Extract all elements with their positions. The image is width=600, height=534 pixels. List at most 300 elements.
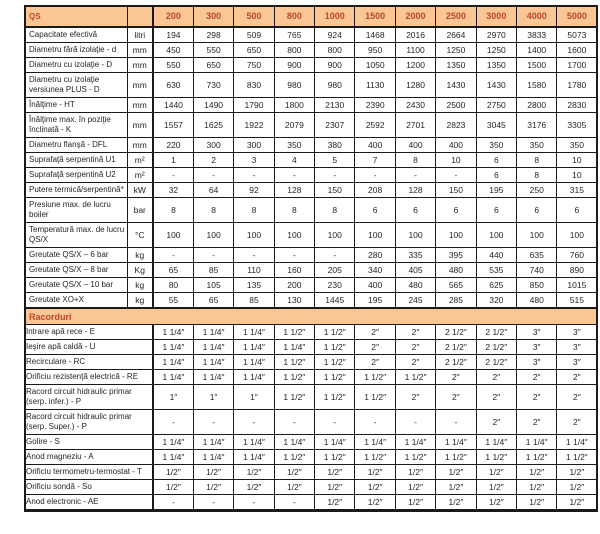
value-cell: 150	[436, 183, 476, 198]
value-cell: 550	[193, 43, 233, 58]
table-row	[25, 293, 597, 309]
value-cell: 280	[355, 248, 395, 263]
connection-row-label: Intrare apă rece - E	[25, 325, 153, 340]
value-cell: 8	[315, 198, 355, 223]
connection-row-label: Racord circuit hidraulic primar (serp. infer.) - P	[25, 385, 153, 410]
value-cell: 350	[476, 138, 516, 153]
value-cell: 5073	[557, 27, 597, 43]
spec-row-label: Diametru flanşă - DFL	[25, 138, 127, 153]
value-cell: 2″	[557, 410, 597, 435]
column-header-300: 300	[193, 6, 233, 27]
value-cell: 1430	[476, 73, 516, 98]
value-cell: 625	[476, 278, 516, 293]
value-cell: -	[436, 168, 476, 183]
value-cell: 285	[436, 293, 476, 309]
unit-cell: mm	[127, 58, 153, 73]
value-cell: 1 1/4″	[476, 435, 516, 450]
column-header-1000: 1000	[315, 6, 355, 27]
value-cell: 92	[234, 183, 274, 198]
value-cell: 1 1/2″	[517, 450, 557, 465]
value-cell: -	[153, 248, 193, 263]
unit-cell: m²	[127, 153, 153, 168]
value-cell: 800	[274, 43, 314, 58]
value-cell: 1/2″	[436, 495, 476, 511]
value-cell: -	[193, 168, 233, 183]
value-cell: 2″	[517, 370, 557, 385]
value-cell: 80	[153, 278, 193, 293]
value-cell: 8	[395, 153, 435, 168]
value-cell: 2800	[517, 98, 557, 113]
value-cell: 1 1/2″	[476, 450, 516, 465]
value-cell: 1/2″	[355, 495, 395, 511]
value-cell: -	[234, 410, 274, 435]
value-cell: 1 1/4″	[153, 435, 193, 450]
value-cell: 1/2″	[153, 465, 193, 480]
value-cell: 1″	[193, 385, 233, 410]
section-row-racorduri	[25, 308, 597, 325]
value-cell: 195	[355, 293, 395, 309]
value-cell: 150	[315, 183, 355, 198]
value-cell: 1 1/2″	[315, 325, 355, 340]
value-cell: 1 1/2″	[315, 450, 355, 465]
value-cell: 1 1/2″	[355, 385, 395, 410]
value-cell: 1/2″	[193, 465, 233, 480]
value-cell: 509	[234, 27, 274, 43]
value-cell: 650	[234, 43, 274, 58]
value-cell: 1 1/2″	[355, 450, 395, 465]
unit-cell: kW	[127, 183, 153, 198]
value-cell: 8	[517, 153, 557, 168]
value-cell: 100	[234, 223, 274, 248]
table-row	[25, 325, 597, 340]
value-cell: 950	[355, 43, 395, 58]
table-row	[25, 223, 597, 248]
spec-row-label: Greutate QS/X – 8 bar	[25, 263, 127, 278]
value-cell: 1 1/4″	[234, 450, 274, 465]
value-cell: 1 1/2″	[315, 340, 355, 355]
value-cell: 535	[476, 263, 516, 278]
value-cell: -	[153, 168, 193, 183]
value-cell: 3	[234, 153, 274, 168]
value-cell: 1557	[153, 113, 193, 138]
table-row	[25, 278, 597, 293]
value-cell: 850	[517, 278, 557, 293]
value-cell: 250	[517, 183, 557, 198]
value-cell: 800	[315, 43, 355, 58]
table-row	[25, 98, 597, 113]
value-cell: 195	[476, 183, 516, 198]
value-cell: 1 1/2″	[315, 370, 355, 385]
value-cell: -	[153, 410, 193, 435]
table-row	[25, 495, 597, 511]
value-cell: 100	[436, 223, 476, 248]
connection-row-label: Recirculare - RC	[25, 355, 153, 370]
value-cell: 1/2″	[355, 480, 395, 495]
value-cell: 230	[315, 278, 355, 293]
spec-row-label: Greutate XO+X	[25, 293, 127, 309]
table-title-cell: QS	[25, 6, 127, 27]
value-cell: 1 1/4″	[193, 450, 233, 465]
value-cell: 2664	[436, 27, 476, 43]
value-cell: 1015	[557, 278, 597, 293]
unit-cell: kg	[127, 293, 153, 309]
value-cell: 205	[315, 263, 355, 278]
column-header-1500: 1500	[355, 6, 395, 27]
value-cell: 1 1/2″	[395, 370, 435, 385]
table-row	[25, 480, 597, 495]
value-cell: 1 1/4″	[517, 435, 557, 450]
value-cell: 8	[274, 198, 314, 223]
value-cell: 630	[153, 73, 193, 98]
value-cell: 1/2″	[476, 480, 516, 495]
value-cell: 2823	[436, 113, 476, 138]
unit-cell: kg	[127, 248, 153, 263]
value-cell: 220	[153, 138, 193, 153]
value-cell: 3″	[557, 355, 597, 370]
value-cell: 1500	[517, 58, 557, 73]
spec-row-label: Suprafaţă serpentină U2	[25, 168, 127, 183]
value-cell: 6	[476, 153, 516, 168]
value-cell: 2 1/2″	[436, 325, 476, 340]
value-cell: 400	[355, 138, 395, 153]
value-cell: 565	[436, 278, 476, 293]
value-cell: -	[355, 168, 395, 183]
value-cell: 1 1/4″	[193, 325, 233, 340]
spec-row-label: Presiune max. de lucru boiler	[25, 198, 127, 223]
value-cell: 2″	[436, 370, 476, 385]
value-cell: 1790	[234, 98, 274, 113]
value-cell: 105	[193, 278, 233, 293]
value-cell: -	[274, 248, 314, 263]
value-cell: 10	[436, 153, 476, 168]
value-cell: 100	[153, 223, 193, 248]
value-cell: 100	[315, 223, 355, 248]
value-cell: -	[355, 410, 395, 435]
value-cell: 480	[517, 293, 557, 309]
value-cell: 1 1/2″	[557, 450, 597, 465]
value-cell: 1 1/2″	[315, 355, 355, 370]
value-cell: 3″	[557, 340, 597, 355]
value-cell: 980	[315, 73, 355, 98]
value-cell: 2430	[395, 98, 435, 113]
column-header-800: 800	[274, 6, 314, 27]
value-cell: 1 1/4″	[395, 435, 435, 450]
value-cell: 1/2″	[315, 480, 355, 495]
value-cell: 32	[153, 183, 193, 198]
unit-header-cell	[127, 6, 153, 27]
value-cell: 1/2″	[395, 480, 435, 495]
value-cell: 1 1/2″	[315, 385, 355, 410]
table-row	[25, 168, 597, 183]
value-cell: 1 1/4″	[557, 435, 597, 450]
value-cell: 1280	[395, 73, 435, 98]
value-cell: 3176	[517, 113, 557, 138]
table-row	[25, 248, 597, 263]
value-cell: 924	[315, 27, 355, 43]
value-cell: -	[153, 495, 193, 511]
value-cell: 1/2″	[517, 480, 557, 495]
connection-row-label: Orificiu sondă - So	[25, 480, 153, 495]
value-cell: 2″	[517, 410, 557, 435]
value-cell: 8	[153, 198, 193, 223]
table-row	[25, 370, 597, 385]
value-cell: 440	[476, 248, 516, 263]
value-cell: 2″	[517, 385, 557, 410]
value-cell: -	[193, 410, 233, 435]
value-cell: 1″	[234, 385, 274, 410]
table-row	[25, 340, 597, 355]
value-cell: 1 1/4″	[153, 450, 193, 465]
value-cell: 200	[274, 278, 314, 293]
value-cell: 10	[557, 153, 597, 168]
value-cell: 2″	[395, 325, 435, 340]
value-cell: 1/2″	[517, 495, 557, 511]
value-cell: 8	[193, 198, 233, 223]
value-cell: 4	[274, 153, 314, 168]
value-cell: 1 1/4″	[234, 340, 274, 355]
value-cell: 65	[193, 293, 233, 309]
value-cell: 1/2″	[274, 465, 314, 480]
value-cell: 400	[355, 278, 395, 293]
table-row	[25, 153, 597, 168]
value-cell: 405	[395, 263, 435, 278]
value-cell: 1/2″	[234, 465, 274, 480]
value-cell: 55	[153, 293, 193, 309]
value-cell: 6	[436, 198, 476, 223]
table-row	[25, 198, 597, 223]
value-cell: 5	[315, 153, 355, 168]
value-cell: 100	[557, 223, 597, 248]
value-cell: 2592	[355, 113, 395, 138]
value-cell: 1 1/2″	[395, 450, 435, 465]
unit-cell: bar	[127, 198, 153, 223]
unit-cell: mm	[127, 98, 153, 113]
value-cell: 85	[193, 263, 233, 278]
connection-row-label: Racord circuit hidraulic primar (serp. Super.) - P	[25, 410, 153, 435]
value-cell: 1/2″	[436, 480, 476, 495]
value-cell: 2″	[557, 370, 597, 385]
value-cell: 128	[274, 183, 314, 198]
value-cell: 400	[395, 138, 435, 153]
value-cell: -	[395, 168, 435, 183]
value-cell: 335	[395, 248, 435, 263]
value-cell: 1/2″	[315, 465, 355, 480]
value-cell: 298	[193, 27, 233, 43]
value-cell: 8	[517, 168, 557, 183]
value-cell: 1600	[557, 43, 597, 58]
column-header-3000: 3000	[476, 6, 516, 27]
value-cell: 1 1/4″	[153, 355, 193, 370]
table-row	[25, 263, 597, 278]
value-cell: 730	[193, 73, 233, 98]
value-cell: 2 1/2″	[436, 340, 476, 355]
value-cell: 300	[193, 138, 233, 153]
value-cell: 2701	[395, 113, 435, 138]
value-cell: 1/2″	[517, 465, 557, 480]
spec-row-label: Diametru fără izolaţie - d	[25, 43, 127, 58]
unit-cell: mm	[127, 73, 153, 98]
value-cell: 110	[234, 263, 274, 278]
value-cell: -	[315, 248, 355, 263]
spec-row-label: Capacitate efectivă	[25, 27, 127, 43]
value-cell: -	[274, 495, 314, 511]
value-cell: 2″	[355, 325, 395, 340]
column-header-4000: 4000	[517, 6, 557, 27]
value-cell: 1 1/2″	[355, 370, 395, 385]
value-cell: 1 1/4″	[274, 435, 314, 450]
value-cell: 1100	[395, 43, 435, 58]
value-cell: 3045	[476, 113, 516, 138]
value-cell: 2	[193, 153, 233, 168]
value-cell: 830	[234, 73, 274, 98]
value-cell: 1/2″	[274, 480, 314, 495]
connection-row-label: Anod magneziu - A	[25, 450, 153, 465]
value-cell: 1 1/2″	[274, 325, 314, 340]
value-cell: 1350	[436, 58, 476, 73]
column-header-5000: 5000	[557, 6, 597, 27]
value-cell: 980	[274, 73, 314, 98]
value-cell: 1 1/4″	[193, 355, 233, 370]
value-cell: 1 1/4″	[153, 340, 193, 355]
value-cell: 1/2″	[355, 465, 395, 480]
connection-row-label: Golire - S	[25, 435, 153, 450]
value-cell: 208	[355, 183, 395, 198]
value-cell: 2390	[355, 98, 395, 113]
spec-row-label: Diametru cu izolaţie - D	[25, 58, 127, 73]
value-cell: 1 1/4″	[436, 435, 476, 450]
value-cell: 130	[274, 293, 314, 309]
value-cell: 2 1/2″	[476, 355, 516, 370]
value-cell: 245	[395, 293, 435, 309]
value-cell: 1/2″	[315, 495, 355, 511]
table-row	[25, 385, 597, 410]
spec-row-label: Greutate QS/X – 10 bar	[25, 278, 127, 293]
value-cell: 2″	[436, 385, 476, 410]
value-cell: -	[274, 168, 314, 183]
value-cell: 350	[557, 138, 597, 153]
value-cell: 1 1/4″	[153, 370, 193, 385]
value-cell: 6	[355, 198, 395, 223]
value-cell: 1/2″	[476, 495, 516, 511]
value-cell: 8	[234, 198, 274, 223]
value-cell: 740	[517, 263, 557, 278]
value-cell: 1/2″	[557, 480, 597, 495]
value-cell: 1 1/4″	[193, 370, 233, 385]
table-row	[25, 450, 597, 465]
spec-row-label: Înălţime max. în poziţie înclinată - K	[25, 113, 127, 138]
value-cell: 765	[274, 27, 314, 43]
table-row	[25, 355, 597, 370]
value-cell: 6	[557, 198, 597, 223]
column-header-200: 200	[153, 6, 193, 27]
value-cell: 2500	[436, 98, 476, 113]
value-cell: -	[274, 410, 314, 435]
spec-row-label: Suprafaţă serpentină U1	[25, 153, 127, 168]
connection-row-label: Ieşire apă caldă - U	[25, 340, 153, 355]
value-cell: 890	[557, 263, 597, 278]
value-cell: -	[395, 410, 435, 435]
value-cell: -	[234, 248, 274, 263]
value-cell: 6	[395, 198, 435, 223]
spec-row-label: Putere termică/serpentină*	[25, 183, 127, 198]
value-cell: 1050	[355, 58, 395, 73]
value-cell: 400	[436, 138, 476, 153]
value-cell: 480	[395, 278, 435, 293]
section-label: Racorduri	[25, 308, 597, 325]
value-cell: -	[315, 168, 355, 183]
unit-cell: mm	[127, 43, 153, 58]
value-cell: 1	[153, 153, 193, 168]
unit-cell: mm	[127, 138, 153, 153]
value-cell: 1430	[436, 73, 476, 98]
value-cell: 1 1/4″	[315, 435, 355, 450]
unit-cell: kg	[127, 278, 153, 293]
value-cell: 2 1/2″	[436, 355, 476, 370]
value-cell: 1/2″	[234, 480, 274, 495]
value-cell: 7	[355, 153, 395, 168]
column-header-2000: 2000	[395, 6, 435, 27]
value-cell: 65	[153, 263, 193, 278]
value-cell: 100	[355, 223, 395, 248]
value-cell: 315	[557, 183, 597, 198]
value-cell: 1130	[355, 73, 395, 98]
value-cell: 1 1/2″	[274, 355, 314, 370]
value-cell: 2″	[395, 355, 435, 370]
value-cell: 6	[476, 198, 516, 223]
value-cell: 1/2″	[476, 465, 516, 480]
value-cell: 3″	[557, 325, 597, 340]
value-cell: 1 1/4″	[234, 325, 274, 340]
spec-row-label: Înălţime - HT	[25, 98, 127, 113]
value-cell: 1922	[234, 113, 274, 138]
spec-row-label: Temperatură max. de lucru QS/X	[25, 223, 127, 248]
table-row	[25, 138, 597, 153]
value-cell: 1 1/4″	[274, 340, 314, 355]
value-cell: -	[193, 248, 233, 263]
value-cell: 300	[234, 138, 274, 153]
value-cell: 650	[193, 58, 233, 73]
value-cell: 1780	[557, 73, 597, 98]
table-row	[25, 58, 597, 73]
value-cell: 1400	[517, 43, 557, 58]
value-cell: 1 1/4″	[234, 435, 274, 450]
value-cell: 194	[153, 27, 193, 43]
table-row	[25, 27, 597, 43]
value-cell: -	[234, 495, 274, 511]
value-cell: 1/2″	[153, 480, 193, 495]
value-cell: 100	[517, 223, 557, 248]
value-cell: 760	[557, 248, 597, 263]
unit-cell: mm	[127, 113, 153, 138]
value-cell: 1 1/4″	[234, 370, 274, 385]
value-cell: 85	[234, 293, 274, 309]
value-cell: 1/2″	[395, 495, 435, 511]
value-cell: 350	[517, 138, 557, 153]
value-cell: 128	[395, 183, 435, 198]
unit-cell: °C	[127, 223, 153, 248]
value-cell: 6	[517, 198, 557, 223]
value-cell: 2″	[395, 340, 435, 355]
spec-table	[24, 5, 598, 512]
value-cell: 450	[153, 43, 193, 58]
value-cell: 1 1/4″	[234, 355, 274, 370]
value-cell: 1490	[193, 98, 233, 113]
value-cell: 1250	[436, 43, 476, 58]
value-cell: -	[436, 410, 476, 435]
value-cell: 550	[153, 58, 193, 73]
column-header-500: 500	[234, 6, 274, 27]
value-cell: 1445	[315, 293, 355, 309]
